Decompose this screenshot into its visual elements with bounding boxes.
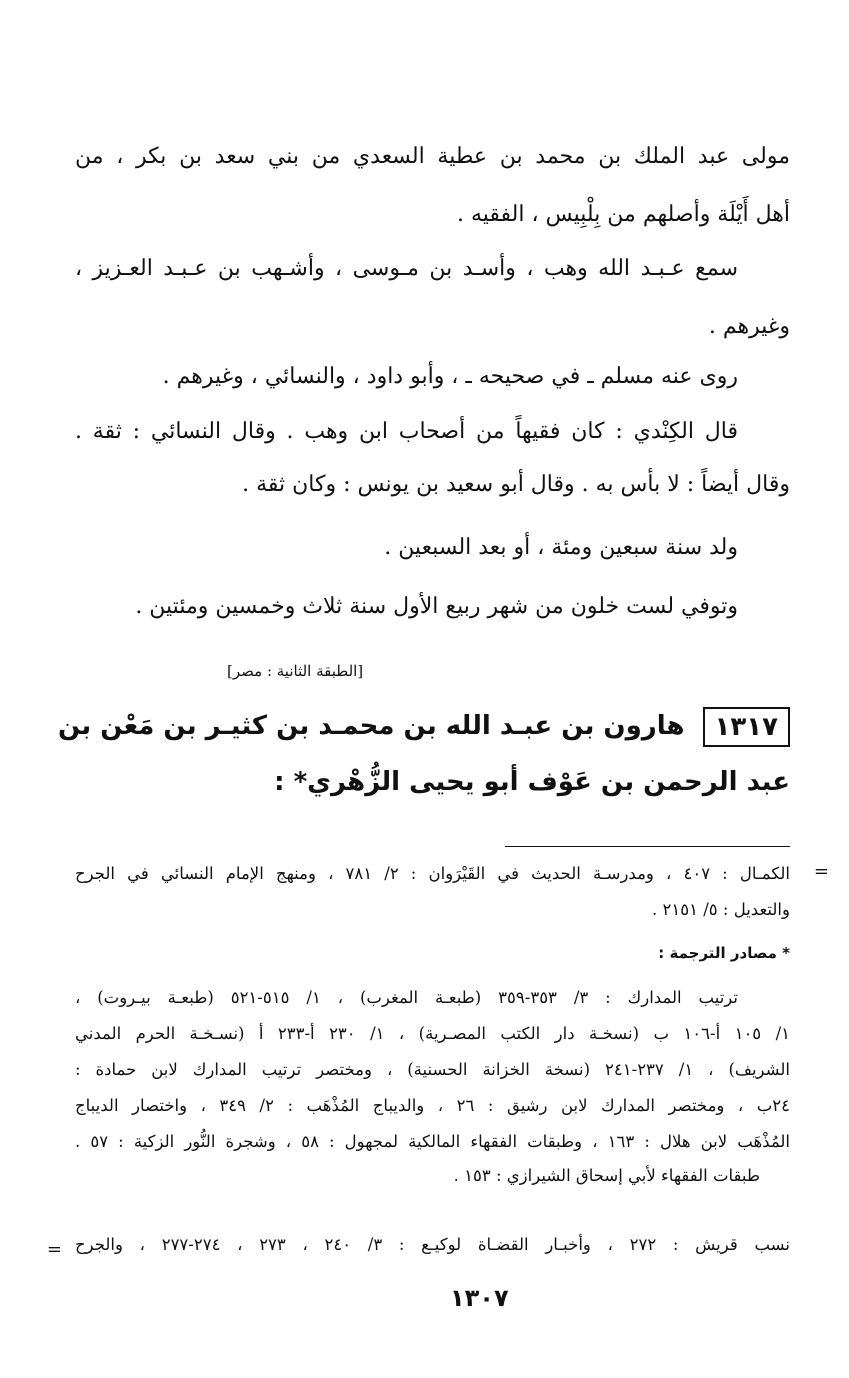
paragraph-birth: ولد سنة سبعين ومئة ، أو بعد السبعين . — [384, 535, 738, 560]
entry-name-part-1: هارون بن عبـد الله بن محمـد بن كثيـر بن مَعْن بن — [58, 711, 685, 741]
footnote-line: الشريف) ، ١/ ٢٣٧-٢٤١ (نسخة الخزانة الحسنية) ، ومختصر ترتيب المدارك لابن حمادة : — [75, 1060, 790, 1079]
paragraph-kindi-quote: قال الكِنْدي : كان فقيهاً من أصحاب ابن وهب . وقال النسائي : ثقة . — [75, 419, 738, 444]
footnote-sources — [75, 980, 790, 1160]
footnote-line: ترتيب المدارك : ٣/ ٣٥٣-٣٥٩ (طبعـة المغرب) ، ١/ ٥١٥-٥٢١ (طبعـة بيـروت) ، — [75, 988, 738, 1007]
continuation-mark-top: = — [813, 861, 829, 882]
page-number: ١٣٠٧ — [450, 1284, 509, 1312]
footnote-line: والتعديل : ٥/ ٢١٥١ . — [652, 900, 790, 919]
text-line: مولى عبد الملك بن محمد بن عطية السعدي من بني سعد بن بكر ، من — [75, 144, 790, 169]
entry-number: ١٣١٧ — [714, 711, 778, 742]
footnote-separator — [505, 846, 790, 847]
text-line: أهل أَيْلَة وأصلهم من بِلْبِيس ، الفقيه . — [457, 202, 790, 227]
entry-heading — [58, 698, 790, 810]
footnote-shirazi: طبقات الفقهاء لأبي إسحاق الشيرازي : ١٥٣ . — [453, 1166, 760, 1185]
tabaqa-label: [الطبقة الثانية : مصر] — [227, 662, 364, 680]
footnote-line: ٢٤ب ، ومختصر المدارك لابن رشيق : ٢٦ ، والديباج المُذْهَب : ٢/ ٣٤٩ ، واختصار الديباج — [75, 1096, 790, 1115]
footnote-line: نسب قريش : ٢٧٢ ، وأخبـار القضـاة لوكيـع : ٣/ ٢٤٠ ، ٢٧٣ ، ٢٧٤-٢٧٧ ، والجرح — [75, 1235, 790, 1254]
footnote-line: المُذْهَب لابن هلال : ١٦٣ ، وطبقات الفقهاء المالكية لمجهول : ٥٨ ، وشجرة النُّور الزكية : ٥٧ . — [75, 1132, 790, 1151]
paragraph-death: وتوفي لست خلون من شهر ربيع الأول سنة ثلاث وخمسين ومئتين . — [135, 594, 738, 619]
entry-number-box — [703, 707, 790, 747]
entry-name-part-2: عبد الرحمن بن عَوْف أبو يحيى الزُّهْري* : — [274, 767, 790, 797]
footnote-continuation — [75, 856, 790, 928]
text-line: سمع عـبـد الله وهب ، وأسـد بن مـوسى ، وأشـهب بن عـبـد العـزيز ، — [75, 256, 738, 281]
paragraph-mawla — [75, 128, 790, 244]
page-body — [58, 0, 790, 1378]
sources-title: * مصادر الترجمة : — [658, 944, 790, 962]
footnote-line: ١/ ١٠٥ أ-١٠٦ ب (نسخـة دار الكتب المصـرية) ، ١/ ٢٣٠ أ-٢٣٣ أ (نسـخـة الحرم المدني — [75, 1024, 790, 1043]
text-line: وغيرهم . — [708, 314, 790, 339]
footnote-nasab — [75, 1227, 790, 1263]
paragraph-sami — [75, 240, 790, 356]
paragraph-narrators: روى عنه مسلم ـ في صحيحه ـ ، وأبو داود ، والنسائي ، وغيرهم . — [162, 364, 738, 389]
entry-heading-line-1 — [58, 698, 790, 754]
continuation-mark-bottom: = — [46, 1239, 62, 1260]
paragraph-nasai-quote: وقال أيضاً : لا بأس به . وقال أبو سعيد بن يونس : وكان ثقة . — [242, 472, 790, 497]
footnote-line: الكمـال : ٤٠٧ ، ومدرسـة الحديث في القَيْرَوان : ٢/ ٧٨١ ، ومنهج الإمام النسائي في الجرح — [75, 864, 790, 883]
